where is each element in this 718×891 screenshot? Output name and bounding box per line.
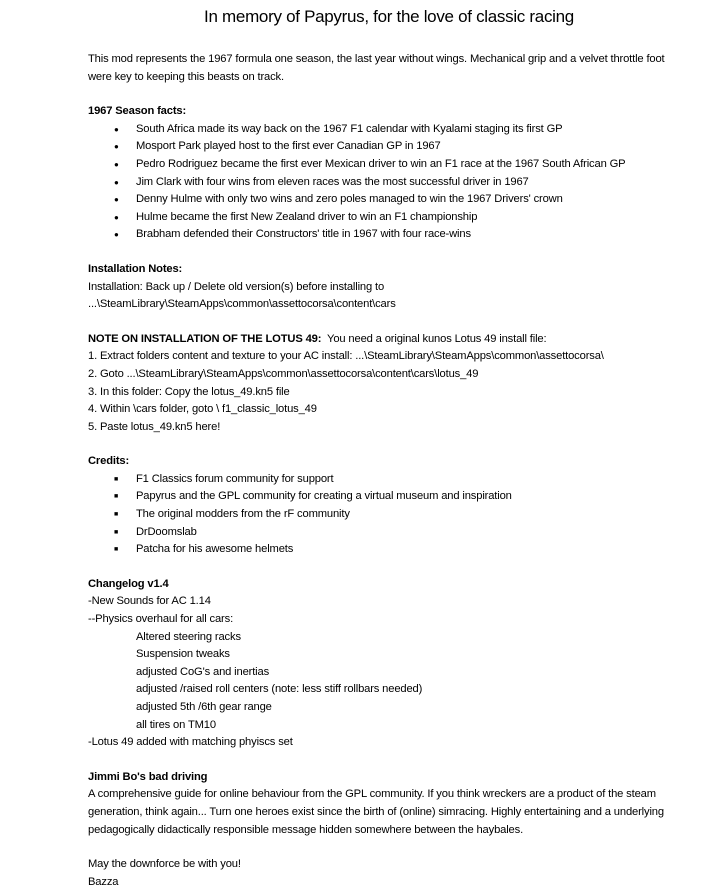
changelog-sub-item: Altered steering racks — [136, 630, 241, 643]
installation-heading: Installation Notes: — [88, 262, 183, 275]
list-item: ■ F1 Classics forum community for support — [88, 471, 680, 489]
lotus-note-section — [88, 331, 680, 437]
installation-path: ...\SteamLibrary\SteamApps\common\assettocorsa\content\cars — [88, 298, 396, 311]
closing-section — [88, 856, 680, 891]
changelog-sub-item: Suspension tweaks — [136, 648, 230, 661]
intro-paragraph: This mod represents the 1967 formula one season, the last year without wings. Mechanical grip and a velvet throttle foot were key to keeping this beasts on track. — [88, 53, 665, 83]
list-item: ● Jim Clark with four wins from eleven races was the most successful driver in 1967 — [88, 174, 680, 192]
lotus-step: 1. Extract folders content and texture to your AC install: ...\SteamLibrary\SteamApps\common\assettocorsa\ — [88, 350, 604, 363]
lotus-step: 5. Paste lotus_49.kn5 here! — [88, 420, 221, 433]
season-facts-heading: 1967 Season facts: — [88, 105, 187, 118]
changelog-sub-item: adjusted 5th /6th gear range — [136, 701, 272, 713]
season-facts-section — [88, 103, 680, 244]
installation-section — [88, 261, 680, 314]
lotus-step: 2. Goto ...\SteamLibrary\SteamApps\common\assettocorsa\content\cars\lotus_49 — [88, 367, 479, 380]
changelog-sub-item: all tires on TM10 — [136, 718, 216, 731]
list-item: ● Pedro Rodriguez became the first ever Mexican driver to win an F1 race at the 1967 South African GP — [88, 156, 680, 174]
lotus-note-lead: NOTE ON INSTALLATION OF THE LOTUS 49: — [88, 332, 322, 345]
credits-heading: Credits: — [88, 455, 130, 468]
lotus-step: 3. In this folder: Copy the lotus_49.kn5 file — [88, 385, 290, 398]
changelog-line: -Lotus 49 added with matching phyiscs set — [88, 736, 293, 749]
changelog-sub-item: adjusted /raised roll centers (note: less stiff rollbars needed) — [136, 683, 423, 696]
credits-section — [88, 453, 680, 559]
list-item: ■ DrDoomslab — [88, 524, 680, 542]
lotus-note-intro — [88, 331, 680, 349]
list-item: ● Denny Hulme with only two wins and zero poles managed to win the 1967 Drivers' crown — [88, 191, 680, 209]
jimmi-paragraph: A comprehensive guide for online behaviour from the GPL community. If you think wreckers are a product of the steam generation, think again... Turn one heroes exist since the birth of (online) simracing. Highly entertaining and a underlying pedagogically didactically responsible message hidden somewhere between the haybales. — [88, 788, 664, 836]
installation-line: Installation: Back up / Delete old version(s) before installing to — [88, 280, 385, 293]
changelog-line: --Physics overhaul for all cars: — [88, 613, 234, 626]
closing-line: May the downforce be with you! — [88, 858, 241, 871]
list-item: ● Hulme became the first New Zealand driver to win an F1 championship — [88, 209, 680, 227]
signature: Bazza — [88, 875, 119, 888]
document-title: In memory of Papyrus, for the love of classic racing — [204, 7, 574, 26]
changelog-section — [88, 576, 680, 752]
list-item: ● Brabham defended their Constructors' title in 1967 with four race-wins — [88, 226, 680, 244]
credits-list — [88, 471, 680, 559]
list-item: ■ The original modders from the rF community — [88, 506, 680, 524]
lotus-note-lead-rest: You need a original kunos Lotus 49 install file: — [321, 332, 547, 345]
changelog-sub-item: adjusted CoG's and inertias — [136, 665, 270, 678]
changelog-line: -New Sounds for AC 1.14 — [88, 595, 211, 608]
list-item: ● South Africa made its way back on the 1967 F1 calendar with Kyalami staging its first GP — [88, 121, 680, 139]
season-facts-list — [88, 121, 680, 244]
list-item: ■ Patcha for his awesome helmets — [88, 541, 680, 559]
lotus-step: 4. Within \cars folder, goto \ f1_classic_lotus_49 — [88, 403, 317, 416]
changelog-heading: Changelog v1.4 — [88, 577, 169, 590]
jimmi-heading: Jimmi Bo's bad driving — [88, 770, 208, 783]
jimmi-section — [88, 769, 680, 839]
list-item: ● Mosport Park played host to the first ever Canadian GP in 1967 — [88, 138, 680, 156]
list-item: ■ Papyrus and the GPL community for creating a virtual museum and inspiration — [88, 488, 680, 506]
